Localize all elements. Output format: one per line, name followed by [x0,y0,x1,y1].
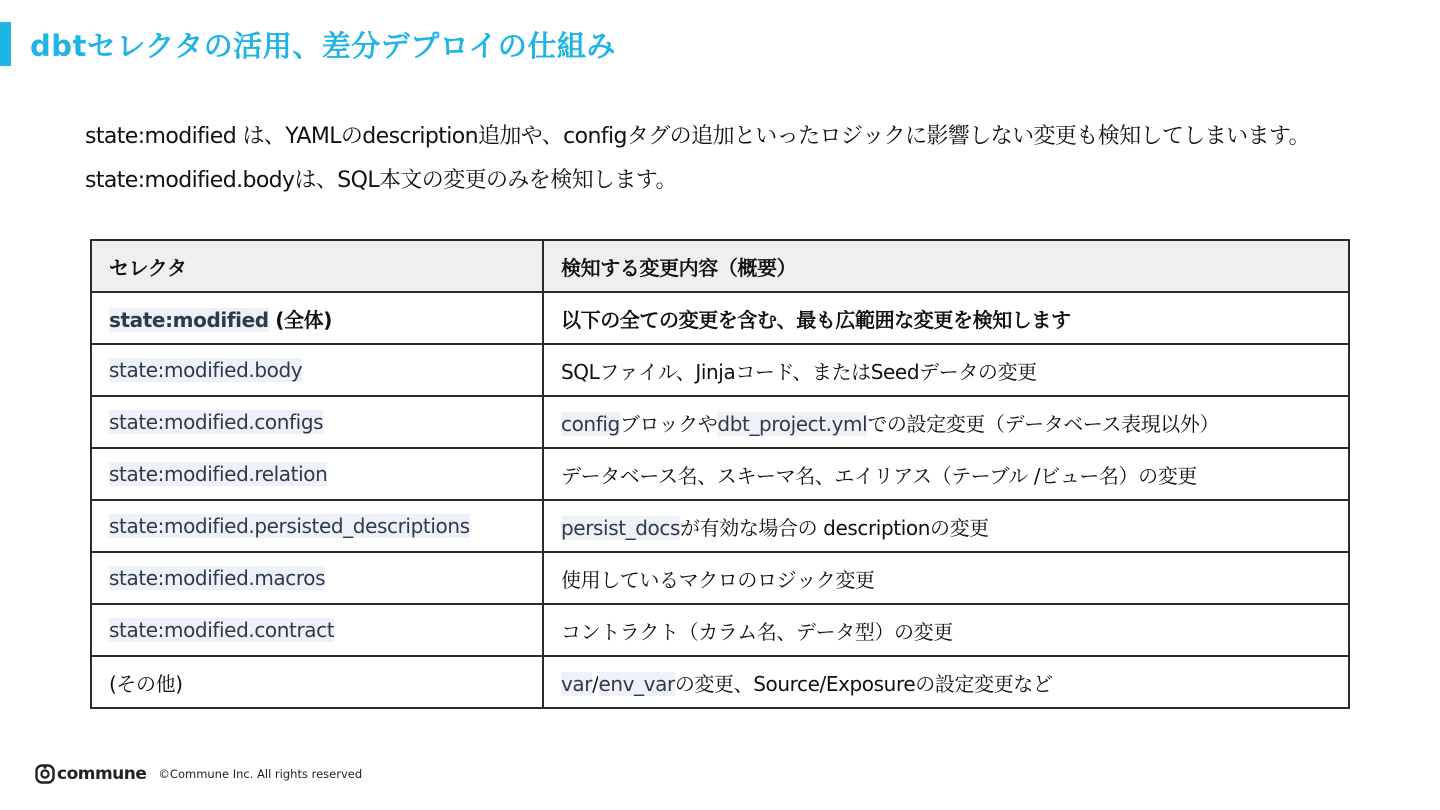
logo-text: commune [57,764,147,784]
commune-logo-icon [35,764,55,784]
slide-title: dbtセレクタの活用、差分デプロイの仕組み [30,29,616,63]
selector-code: state:modified.persisted_descriptions [109,514,470,538]
selector-suffix: (全体) [268,307,332,332]
table-row [91,448,1349,500]
description-cell [543,500,1349,552]
table-row [91,552,1349,604]
description-text: での設定変更（データベース表現以外） [867,411,1220,436]
footer [35,764,362,784]
selector-code: state:modified.configs [109,410,324,434]
description-cell: 使用しているマクロのロジック変更 [543,552,1349,604]
selector-table [90,239,1350,709]
selector-cell: (その他) [91,656,543,708]
header-selector: セレクタ [91,240,543,292]
selector-cell [91,292,543,344]
copyright: ©Commune Inc. All rights reserved [158,767,363,781]
table-row [91,344,1349,396]
inline-code: var [561,671,593,696]
title-accent-bar [0,22,11,66]
selector-cell [91,552,543,604]
selector-cell [91,604,543,656]
selector-code: state:modified.contract [109,618,335,642]
table-header-row [91,240,1349,292]
description-cell: コントラクト（カラム名、データ型）の変更 [543,604,1349,656]
description-cell: 以下の全ての変更を含む、最も広範囲な変更を検知します [543,292,1349,344]
description-text: の変更、Source/Exposureの設定変更など [674,671,1053,696]
table-row [91,396,1349,448]
header-description: 検知する変更内容（概要） [543,240,1349,292]
inline-code: env_var [598,671,675,696]
selector-code: state:modified [109,307,269,332]
description-cell [543,396,1349,448]
inline-code: config [561,411,620,436]
intro-line: state:modified.bodyは、SQL本文の変更のみを検知します。 [85,168,677,193]
description-cell [543,656,1349,708]
selector-cell [91,500,543,552]
inline-code: dbt_project.yml [717,411,868,436]
selector-code: state:modified.macros [109,566,326,590]
selector-cell [91,448,543,500]
selector-code: state:modified.body [109,358,303,382]
description-text: が有効な場合の descriptionの変更 [680,515,989,540]
table-row [91,656,1349,708]
table-row [91,500,1349,552]
table-row [91,292,1349,344]
description-cell: データベース名、スキーマ名、エイリアス（テーブル /ビュー名）の変更 [543,448,1349,500]
description-cell: SQLファイル、Jinjaコード、またはSeedデータの変更 [543,344,1349,396]
inline-code: persist_docs [561,515,681,540]
description-text: / [592,671,599,696]
description-text: ブロックや [619,411,718,436]
intro-text [85,115,1375,203]
table-row [91,604,1349,656]
selector-code: state:modified.relation [109,462,328,486]
intro-line: state:modified は、YAMLのdescription追加や、configタグの追加といったロジックに影響しない変更も検知してしまいます。 [85,124,1310,149]
selector-cell [91,344,543,396]
selector-cell [91,396,543,448]
